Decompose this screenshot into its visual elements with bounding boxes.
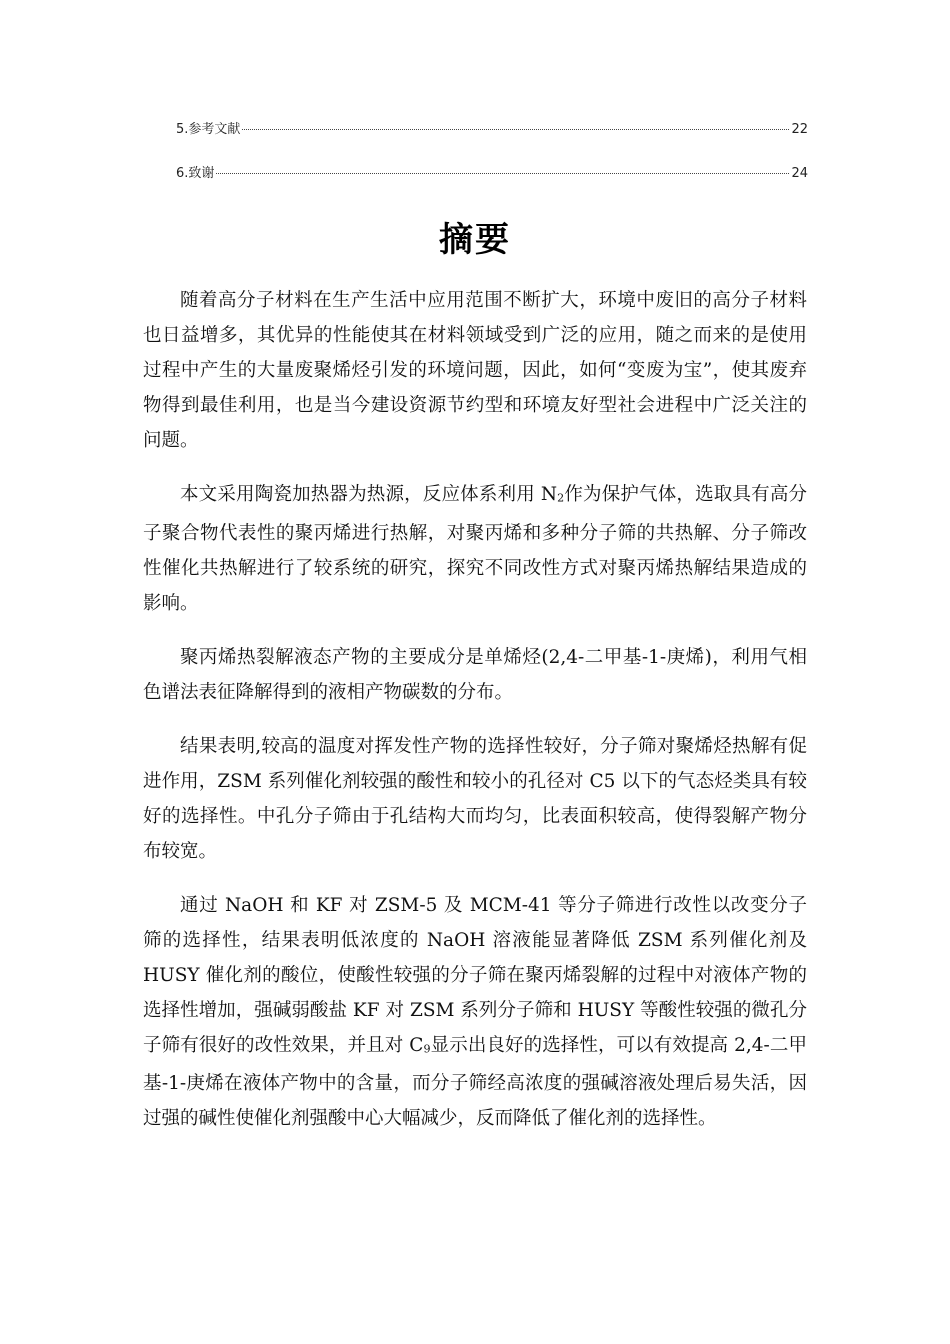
paragraph-text: 本文采用陶瓷加热器为热源，反应体系利用 N [180, 484, 558, 505]
table-of-contents [176, 118, 808, 206]
toc-page-number: 22 [791, 122, 808, 137]
paragraph-text: 通过 NaOH 和 KF 对 ZSM-5 及 MCM-41 等分子筛进行改性以改变分子筛的选择性，结果表明低浓度的 NaOH 溶液能显著降低 ZSM 系列催化剂及 HUSY 催化剂的酸位，使酸性较强的分子筛在聚丙烯裂解的过程中对液体产物的选择性增加，强碱弱酸盐 KF 对 ZSM 系列分子筛和 HUSY 等酸性较强的微孔分子筛有很好的改性效果，并且对 C [143, 894, 807, 1056]
paragraph-text: 显示出良好的选择性，可以有效提高 2,4-二甲基-1-庚烯在液体产物中的含量，而分子筛经高浓度的强碱溶液处理后易失活，因过强的碱性使催化剂强酸中心大幅减少，反而降低了催化剂的选择性。 [143, 1034, 807, 1130]
subscript: 9 [423, 1042, 431, 1056]
toc-entry-acknowledgements[interactable] [176, 162, 808, 206]
abstract-paragraph-1: 随着高分子材料在生产生活中应用范围不断扩大，环境中废旧的高分子材料也日益增多，其优异的性能使其在材料领域受到广泛的应用，随之而来的是使用过程中产生的大量废聚烯烃引发的环境问题，因此，如何“变废为宝”，使其废弃物得到最佳利用，也是当今建设资源节约型和环境友好型社会进程中广泛关注的问题。 [143, 290, 807, 451]
paragraph-text: 作为保护气体，选取具有高分子聚合物代表性的聚丙烯进行热解，对聚丙烯和多种分子筛的共热解、分子筛改性催化共热解进行了较系统的研究，探究不同改性方式对聚丙烯热解结果造成的影响。 [143, 484, 807, 614]
abstract-paragraph-3: 聚丙烯热裂解液态产物的主要成分是单烯烃(2,4-二甲基-1-庚烯)，利用气相色谱法表征降解得到的液相产物碳数的分布。 [143, 646, 807, 703]
toc-label: 5.参考文献 [176, 122, 241, 137]
abstract-body [143, 283, 807, 1155]
toc-leader-dots [242, 129, 789, 130]
abstract-paragraph-4: 结果表明,较高的温度对挥发性产物的选择性较好，分子筛对聚烯烃热解有促进作用，ZSM 系列催化剂较强的酸性和较小的孔径对 C5 以下的气态烃类具有较好的选择性。中孔分子筛由于孔结构大而均匀，比表面积较高，使得裂解产物分布较宽。 [143, 735, 807, 862]
abstract-heading: 摘要 [439, 220, 511, 260]
toc-entry-references[interactable] [176, 118, 808, 162]
toc-label: 6.致谢 [176, 166, 215, 181]
subscript: 2 [557, 491, 565, 505]
abstract-paragraph-5 [143, 888, 807, 1137]
abstract-paragraph-2 [143, 477, 807, 621]
toc-page-number: 24 [791, 166, 808, 181]
toc-leader-dots [216, 173, 789, 174]
